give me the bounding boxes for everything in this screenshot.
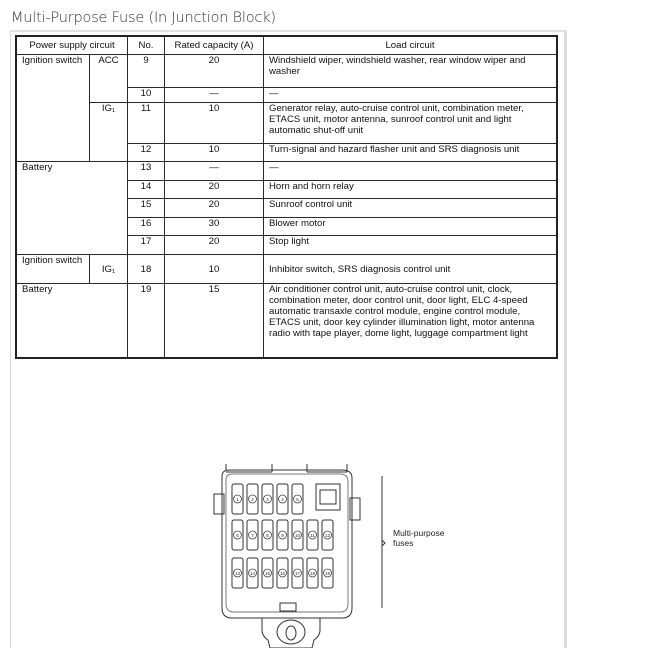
fuse-load: Horn and horn relay (264, 181, 558, 199)
fuse-number: 15 (264, 571, 271, 576)
group-ignition-switch: Ignition switch (16, 55, 90, 162)
fuse-number: 7 (251, 533, 254, 538)
top-tab-lines (226, 464, 347, 472)
group-battery: Battery (16, 162, 128, 255)
fuse-no: 11 (128, 103, 165, 144)
fuse-load: Blower motor (264, 218, 558, 236)
fuse-no: 17 (128, 236, 165, 255)
fuse-number: 16 (279, 571, 286, 576)
fuse-load: Air conditioner control unit, auto-cruise control unit, clock, combination meter, door control unit, door light, ELC 4-speed automatic transaxle control module, engine control module, ETACS unit, door key cylinder illumination light, motor antenna radio with tape player, dome light, luggage compartment light (264, 284, 558, 358)
fuse-rated: 20 (165, 199, 264, 218)
group-battery-2: Battery (16, 284, 128, 358)
fuse-number: 8 (266, 533, 269, 538)
fuse-rated: — (165, 162, 264, 181)
fuse-number: 13 (234, 571, 241, 576)
fuse-rated: 10 (165, 103, 264, 144)
group-acc: ACC (90, 55, 128, 103)
table-row (16, 255, 557, 284)
fuse-no: 12 (128, 144, 165, 162)
fuse-no: 16 (128, 218, 165, 236)
fuse-load: Turn-signal and hazard flasher unit and SRS diagnosis unit (264, 144, 558, 162)
fuse-number: 19 (324, 571, 331, 576)
fuse-no: 9 (128, 55, 165, 88)
fuse-number: 2 (251, 497, 254, 502)
group-ignition-switch-2: Ignition switch (16, 255, 90, 284)
fuse-load: Generator relay, auto-cruise control unit, combination meter, ETACS unit, motor antenna, sunroof control unit and light automatic shut-off unit (264, 103, 558, 144)
fuse-rated: 10 (165, 144, 264, 162)
header-no: No. (128, 36, 165, 55)
fuse-rated: 20 (165, 55, 264, 88)
fuse-no: 14 (128, 181, 165, 199)
fuse-number: 17 (294, 571, 301, 576)
fuse-number: 6 (236, 533, 239, 538)
relay-inner (320, 490, 336, 504)
fuse-no: 13 (128, 162, 165, 181)
fuse-table (15, 35, 558, 359)
group-ig1-2: IG₁ (90, 255, 128, 284)
fuse-no: 18 (128, 255, 165, 284)
fuse-load: Stop light (264, 236, 558, 255)
fuse-load: Windshield wiper, windshield washer, rear window wiper and washer (264, 55, 558, 88)
table-row (16, 55, 557, 88)
mount-hole-inner (286, 626, 296, 640)
fuse-rated: 30 (165, 218, 264, 236)
fuse-number: 10 (294, 533, 301, 538)
fuse-rated: 15 (165, 284, 264, 358)
table-row (16, 162, 557, 181)
fuse-rated: 20 (165, 181, 264, 199)
header-power-supply: Power supply circuit (16, 36, 128, 55)
page-caption: Multi-Purpose Fuse (In Junction Block) (11, 10, 276, 26)
fuse-rated: 20 (165, 236, 264, 255)
fuse-number: 3 (266, 497, 269, 502)
fuse-rated: — (165, 88, 264, 103)
fuse-number: 5 (296, 497, 299, 502)
fuse-number: 11 (310, 533, 315, 538)
fuse-no: 10 (128, 88, 165, 103)
bottom-tab (280, 603, 296, 611)
fuse-number: 4 (281, 497, 284, 502)
table-header-row (16, 36, 557, 55)
fuse-no: 15 (128, 199, 165, 218)
fuse-rated: 10 (165, 255, 264, 284)
junction-block-diagram (212, 458, 452, 648)
fuse-load: Inhibitor switch, SRS diagnosis control unit (264, 255, 558, 284)
header-rated: Rated capacity (A) (165, 36, 264, 55)
fuse-load: — (264, 162, 558, 181)
fuse-number: 9 (281, 533, 284, 538)
header-load: Load circuit (264, 36, 558, 55)
fuse-load: — (264, 88, 558, 103)
group-ig1: IG₁ (90, 103, 128, 162)
fuse-load: Sunroof control unit (264, 199, 558, 218)
fuse-number: 14 (249, 571, 256, 576)
fuse-number: 18 (309, 571, 316, 576)
multi-purpose-fuses-label: Multi-purpose fuses (393, 528, 445, 548)
fuse-no: 19 (128, 284, 165, 358)
fuse-slots (232, 484, 333, 588)
table-row (16, 284, 557, 358)
fuse-number: 1 (236, 497, 239, 502)
fuse-number: 12 (324, 533, 331, 538)
table-row (16, 103, 557, 144)
